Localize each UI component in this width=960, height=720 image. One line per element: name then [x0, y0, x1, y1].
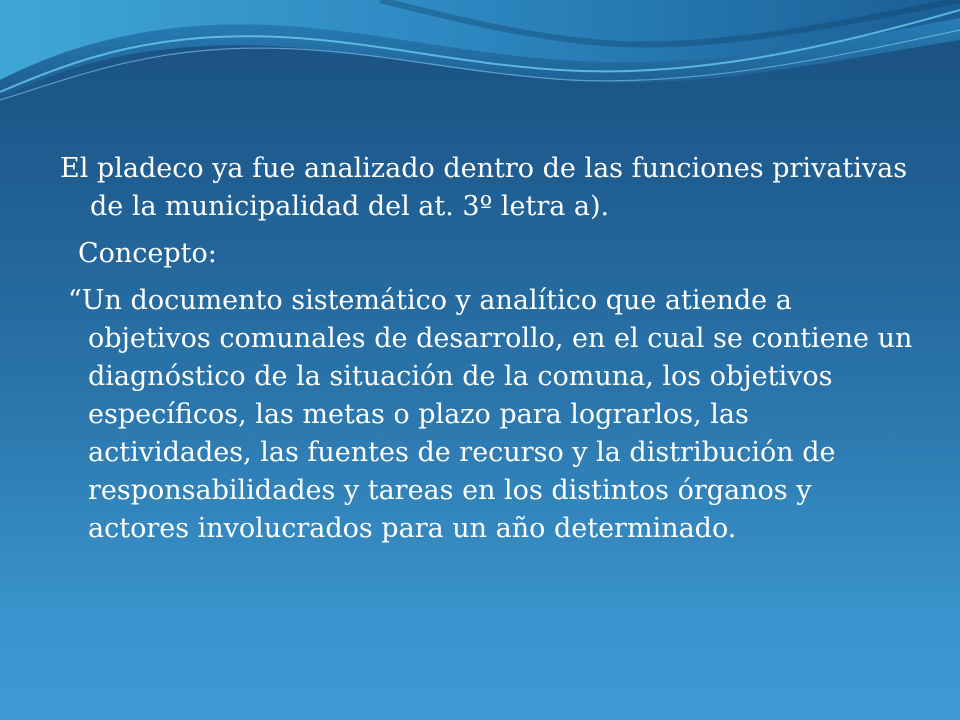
concept-heading: Concepto: [78, 238, 217, 269]
definition-paragraph: “Un documento sistemático y analítico que atiende a objetivos comunales de desarrollo, en el cual se contiene un diagnóstico de la situación de la comuna, los objetivos específicos, las metas o plazo para lograrlos, las actividades, las fuentes de recurso y la distribución de responsabilidades y tareas en los distintos órganos y actores involucrados para un año determinado. [68, 285, 913, 544]
decorative-wave-header [0, 0, 960, 120]
intro-paragraph: El pladeco ya fue analizado dentro de las funciones privativas de la municipalidad del at. 3º letra a). [60, 153, 908, 222]
slide-body [60, 150, 920, 557]
